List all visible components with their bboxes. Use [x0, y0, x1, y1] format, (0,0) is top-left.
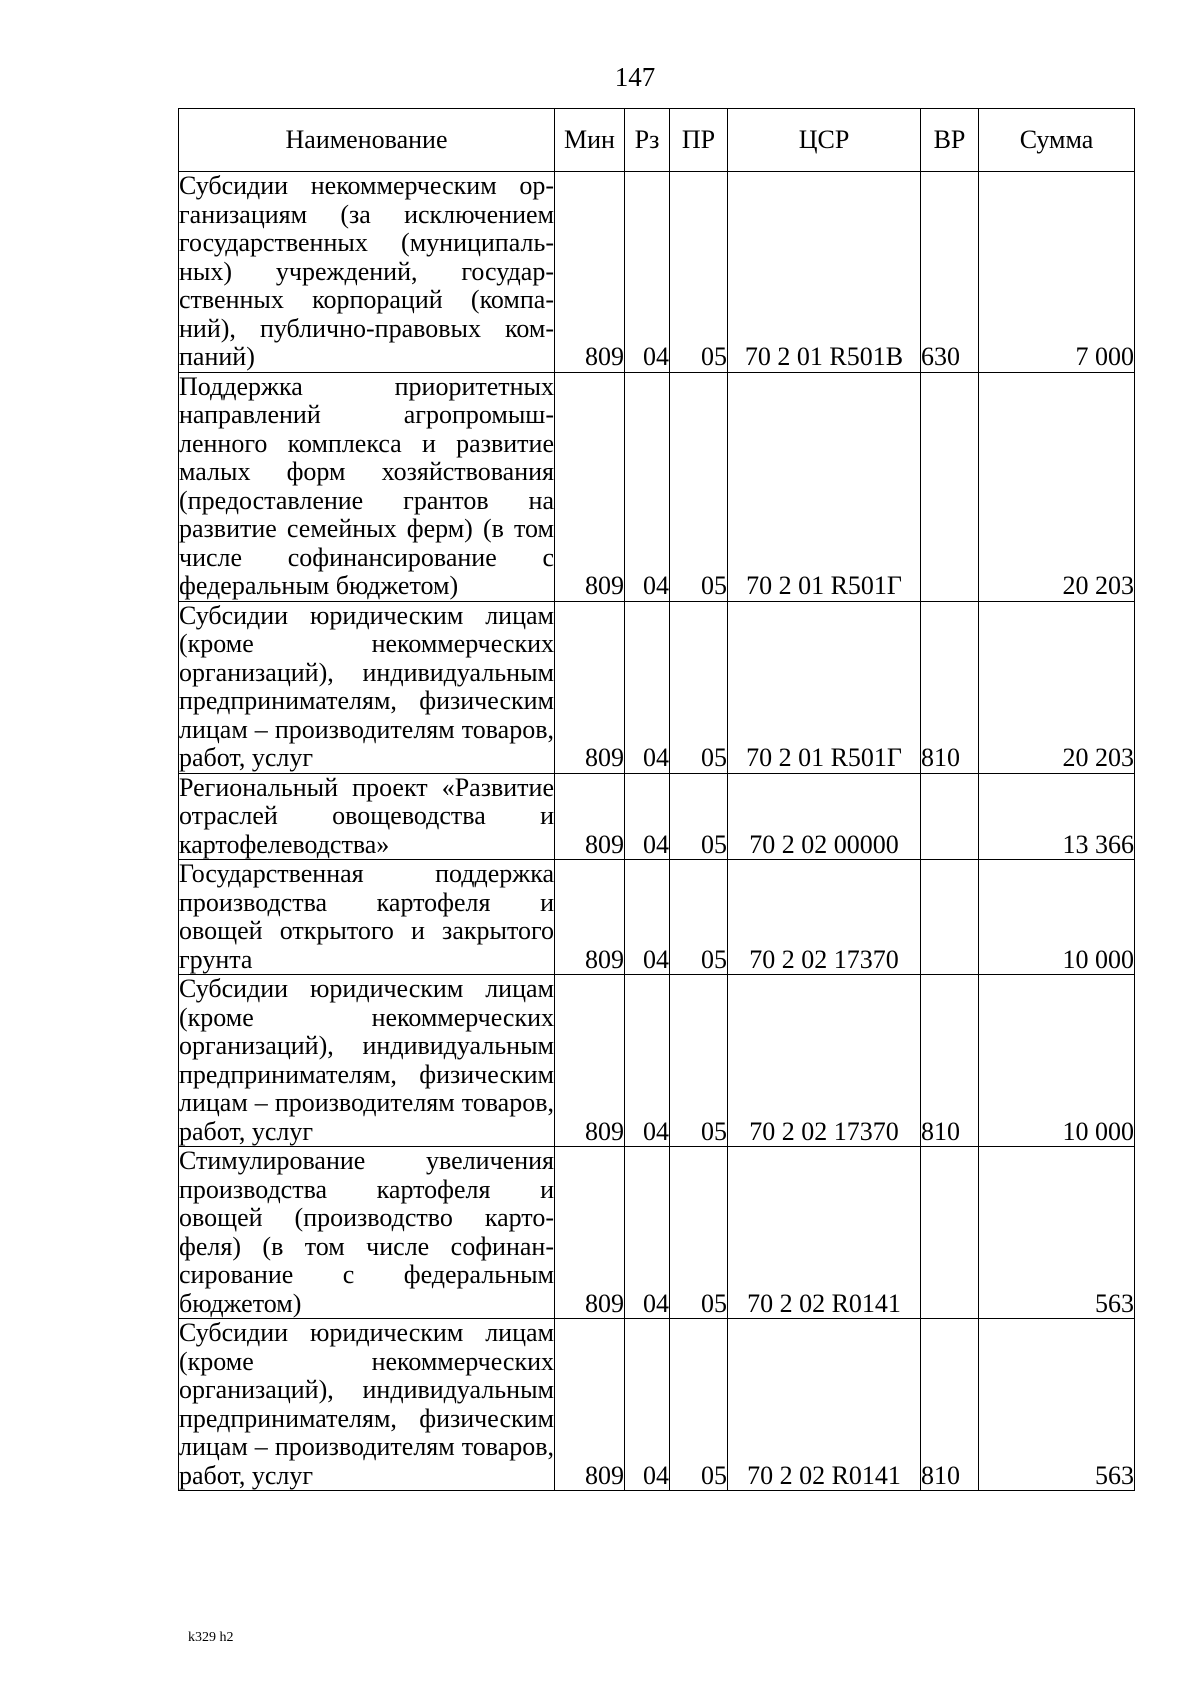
row-vr [921, 372, 979, 601]
table-row [179, 372, 1135, 601]
row-rz: 04 [625, 1319, 670, 1491]
row-vr [921, 1147, 979, 1319]
table-row [179, 172, 1135, 373]
row-rz: 04 [625, 172, 670, 373]
row-sum: 563 [979, 1319, 1135, 1491]
row-csr: 70 2 02 R0141 [728, 1147, 921, 1319]
row-sum: 20 203 [979, 372, 1135, 601]
row-vr [921, 860, 979, 975]
header-vr: ВР [921, 109, 979, 172]
footer-code: k329 h2 [188, 1630, 234, 1645]
table-row [179, 860, 1135, 975]
row-sum: 13 366 [979, 773, 1135, 860]
row-vr: 630 [921, 172, 979, 373]
row-pr: 05 [670, 773, 728, 860]
row-sum: 20 203 [979, 601, 1135, 773]
row-name: Субсидии юридическим лицам (кроме некоммерческих организаций), индивидуальным предпринимателям, физическим лицам – производителям товаров, работ, услуг [179, 600, 554, 772]
row-rz: 04 [625, 1147, 670, 1319]
row-name: Субсидии некоммерческим организациям (за исключением государственных (муниципальных) учреждений, государственных корпораций (компаний), публично-правовых компаний) [179, 171, 554, 371]
table-row [179, 601, 1135, 773]
row-sum: 7 000 [979, 172, 1135, 373]
row-min: 809 [555, 1147, 625, 1319]
row-pr: 05 [670, 975, 728, 1147]
row-rz: 04 [625, 372, 670, 601]
row-csr: 70 2 02 17370 [728, 975, 921, 1147]
row-csr: 70 2 01 R501Г [728, 601, 921, 773]
row-min: 809 [555, 975, 625, 1147]
row-name: Поддержка приоритетных направлений агропромышленного комплекса и развитие малых форм хозяйствования (предоставление грантов на развитие семейных ферм) (в том числе софинансирование с федеральным бюджетом) [179, 371, 554, 600]
row-pr: 05 [670, 601, 728, 773]
header-sum: Сумма [979, 109, 1135, 172]
row-min: 809 [555, 172, 625, 373]
row-vr: 810 [921, 1319, 979, 1491]
row-rz: 04 [625, 773, 670, 860]
row-rz: 04 [625, 601, 670, 773]
row-min: 809 [555, 601, 625, 773]
header-pr: ПР [670, 109, 728, 172]
row-sum: 563 [979, 1147, 1135, 1319]
header-csr: ЦСР [728, 109, 921, 172]
row-pr: 05 [670, 372, 728, 601]
row-pr: 05 [670, 860, 728, 975]
row-csr: 70 2 02 00000 [728, 773, 921, 860]
page-number: 147 [614, 62, 656, 92]
budget-table [178, 108, 1135, 1491]
row-rz: 04 [625, 975, 670, 1147]
row-name: Субсидии юридическим лицам (кроме некоммерческих организаций), индивидуальным предпринимателям, физическим лицам – производителям товаров, работ, услуг [179, 974, 554, 1146]
row-sum: 10 000 [979, 975, 1135, 1147]
row-min: 809 [555, 773, 625, 860]
row-vr: 810 [921, 975, 979, 1147]
row-vr [921, 773, 979, 860]
row-name: Стимулирование увеличения производства картофеля и овощей (производство картофеля) (в том числе софинансирование с федеральным бюджетом) [179, 1146, 554, 1318]
row-name: Региональный проект «Развитие отраслей овощеводства и картофелеводства» [179, 772, 554, 859]
row-pr: 05 [670, 1147, 728, 1319]
row-pr: 05 [670, 172, 728, 373]
row-vr: 810 [921, 601, 979, 773]
row-csr: 70 2 02 R0141 [728, 1319, 921, 1491]
table-row [179, 975, 1135, 1147]
header-rz: Рз [625, 109, 670, 172]
table-header-row [179, 109, 1135, 172]
row-name: Государственная поддержка производства картофеля и овощей открытого и закрытого грунта [179, 859, 554, 974]
row-min: 809 [555, 1319, 625, 1491]
row-csr: 70 2 02 17370 [728, 860, 921, 975]
header-min: Мин [555, 109, 625, 172]
table-row [179, 1147, 1135, 1319]
row-pr: 05 [670, 1319, 728, 1491]
table-row [179, 1319, 1135, 1491]
row-min: 809 [555, 372, 625, 601]
row-sum: 10 000 [979, 860, 1135, 975]
header-name: Наименование [179, 109, 555, 172]
row-csr: 70 2 01 R501В [728, 172, 921, 373]
row-name: Субсидии юридическим лицам (кроме некоммерческих организаций), индивидуальным предпринимателям, физическим лицам – производителям товаров, работ, услуг [179, 1318, 554, 1490]
row-csr: 70 2 01 R501Г [728, 372, 921, 601]
row-min: 809 [555, 860, 625, 975]
row-rz: 04 [625, 860, 670, 975]
table-row [179, 773, 1135, 860]
